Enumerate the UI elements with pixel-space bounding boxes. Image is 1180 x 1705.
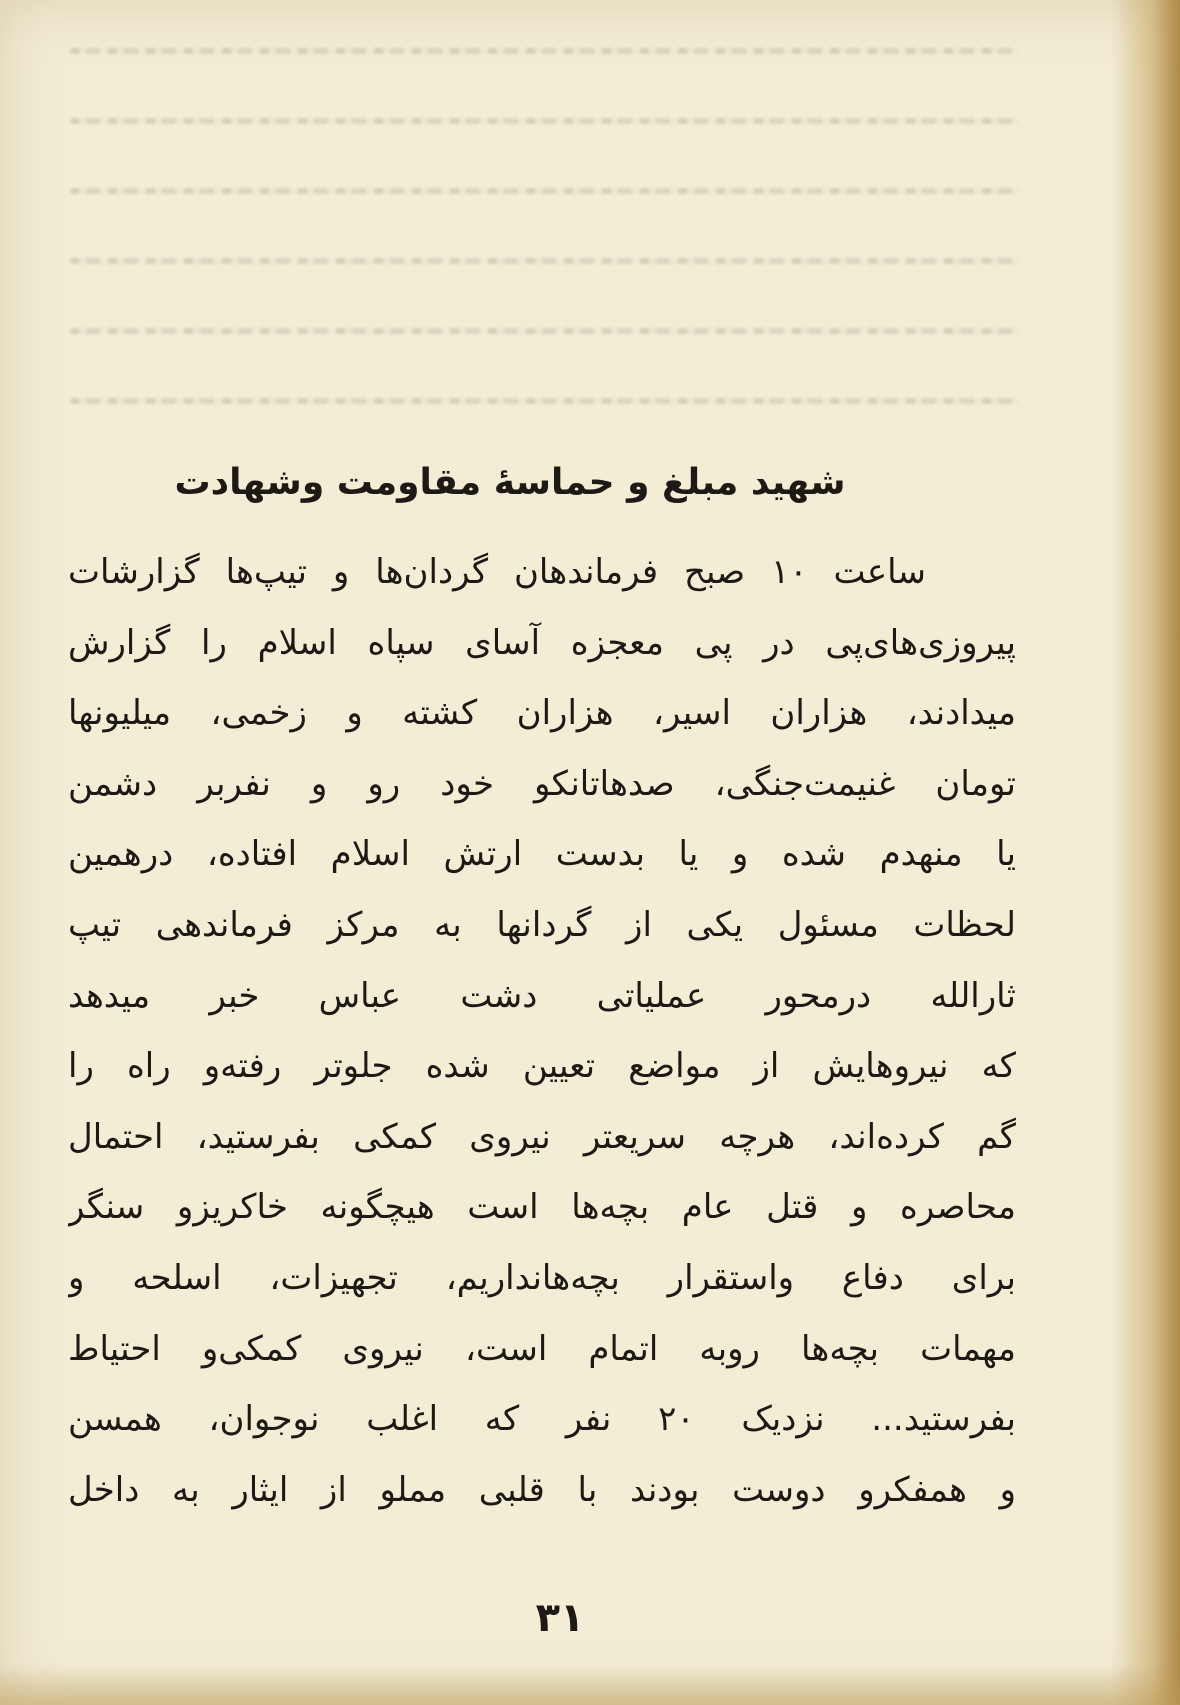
text-line: یا منهدم شده و یا بدست ارتش اسلام افتاده، درهمین	[68, 834, 1016, 875]
show-through-line	[70, 328, 1020, 334]
page-bottom-shadow	[0, 1665, 1180, 1705]
text-line: و همفکرو دوست بودند با قلبی مملو از ایثار به داخل	[68, 1469, 1016, 1510]
page-number: ۳۱	[535, 1595, 585, 1641]
text-line: مهمات بچه‌ها روبه اتمام است، نیروی کمکی‌و احتیاط	[68, 1328, 1016, 1369]
page-edge-shadow	[1110, 0, 1180, 1705]
text-line: محاصره و قتل عام بچه‌ها است هیچگونه خاکریزو سنگر	[68, 1187, 1016, 1228]
text-line: ثارالله درمحور عملیاتی دشت عباس خبر میدهد	[68, 975, 1016, 1016]
text-line: که نیروهایش از مواضع تعیین شده جلوتر رفته‌و راه را	[68, 1046, 1016, 1087]
text-line: گم کرده‌اند، هرچه سریعتر نیروی کمکی بفرستید، احتمال	[68, 1116, 1016, 1157]
show-through-line	[70, 118, 1020, 124]
text-line: برای دفاع واستقرار بچه‌هانداریم، تجهیزات، اسلحه و	[68, 1257, 1016, 1298]
show-through-line	[70, 188, 1020, 194]
section-heading: شهید مبلغ و حماسهٔ مقاومت وشهادت	[174, 462, 846, 503]
text-line: میدادند، هزاران اسیر، هزاران کشته و زخمی، میلیونها	[68, 693, 1016, 734]
text-line: بفرستید... نزدیک ۲۰ نفر که اغلب نوجوان، همسن	[68, 1399, 1016, 1440]
text-line: تومان غنیمت‌جنگی، صدهاتانکو خود رو و نفربر دشمن	[68, 763, 1016, 804]
show-through-line	[70, 398, 1020, 404]
text-line: ساعت ۱۰ صبح فرماندهان گردان‌ها و تیپ‌ها گزارشات	[68, 552, 927, 592]
text-line: لحظات مسئول یکی از گردانها به مرکز فرماندهی تیپ	[68, 904, 1016, 945]
text-line: پیروزی‌های‌پی در پی معجزه آسای سپاه اسلام را گزارش	[68, 622, 1016, 663]
show-through-line	[70, 48, 1020, 54]
show-through-line	[70, 258, 1020, 264]
body-paragraph	[68, 537, 1016, 1525]
